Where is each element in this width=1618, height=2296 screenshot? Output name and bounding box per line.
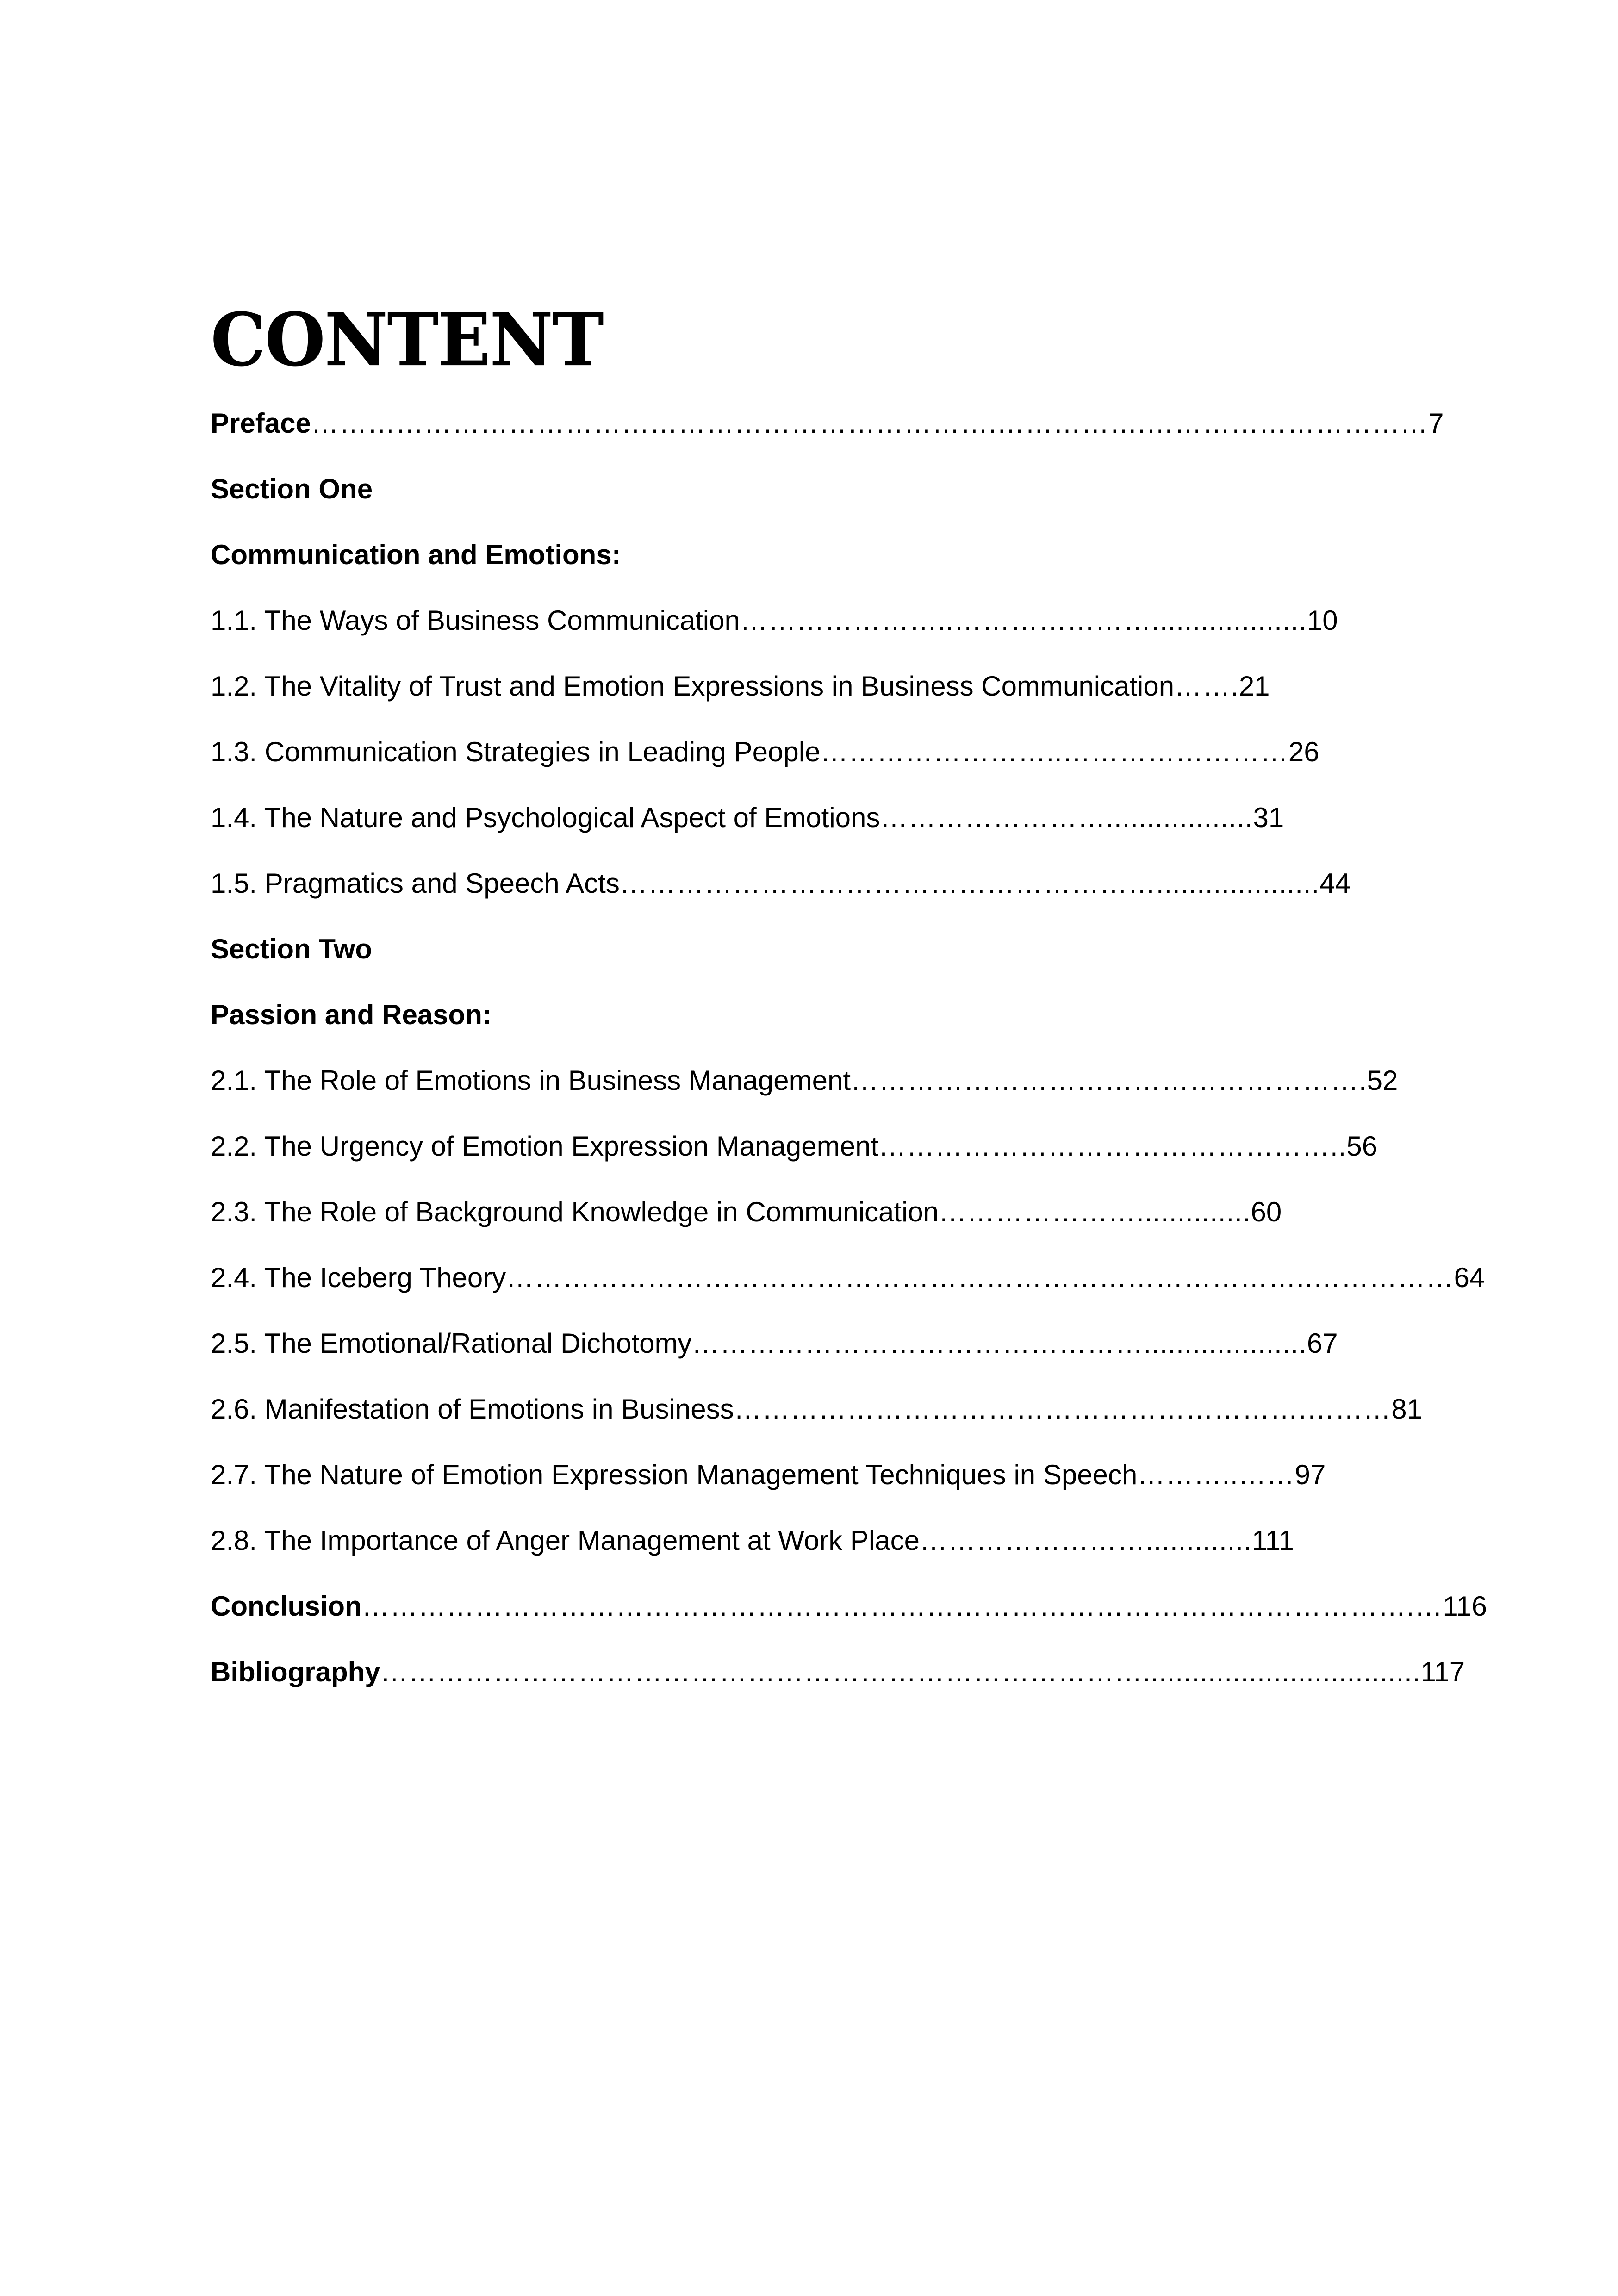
toc-entry-leader: ………………….............. (939, 1196, 1251, 1227)
toc-entry (211, 468, 1487, 534)
toc-entry-page-number: 60 (1251, 1196, 1282, 1227)
toc-entry-page-number: 21 (1238, 671, 1270, 702)
toc-entry-label: 1.4. The Nature and Psychological Aspect of Emotions (211, 802, 880, 833)
table-of-contents (211, 403, 1487, 1717)
toc-entry-page-number: 117 (1420, 1656, 1465, 1687)
toc-entry-label: 2.2. The Urgency of Emotion Expression Management (211, 1131, 878, 1162)
toc-entry-label: 1.1. The Ways of Business Communication (211, 605, 740, 636)
toc-entry-page-number: 44 (1319, 868, 1350, 899)
toc-entry-label: 2.8. The Importance of Anger Management at Work Place (211, 1525, 920, 1556)
toc-entry (211, 797, 1487, 863)
toc-entry-leader: ………..…… (1137, 1459, 1295, 1490)
toc-entry-leader: ………………………………………….. (878, 1131, 1347, 1162)
toc-entry (211, 534, 1487, 600)
toc-entry (211, 666, 1487, 731)
toc-entry (211, 600, 1487, 666)
toc-entry-label: Preface (211, 408, 311, 439)
toc-entry-leader: ……………………..…………………… (820, 736, 1288, 767)
toc-entry-leader: ………………………………………………. (851, 1065, 1367, 1096)
toc-entry-label: Bibliography (211, 1656, 380, 1687)
toc-entry-leader: ………………………………………………………………………………………………….… (361, 1591, 1443, 1622)
toc-entry-label: 2.4. The Iceberg Theory (211, 1262, 506, 1293)
toc-entry-page-number: 111 (1251, 1525, 1294, 1556)
toc-entry-page-number: 52 (1367, 1065, 1398, 1096)
toc-entry-label: Communication and Emotions: (211, 539, 621, 570)
toc-entry-leader: ……………………………………………………………………….................................. (380, 1656, 1421, 1687)
toc-entry-page-number: 7 (1428, 408, 1444, 439)
toc-entry-leader: …………………………………………………….……… (734, 1394, 1392, 1425)
toc-entry (211, 1126, 1487, 1191)
toc-entry-leader: ……. (1174, 671, 1239, 702)
toc-entry-leader: ………………………………………….................... (691, 1328, 1307, 1359)
toc-entry (211, 1191, 1487, 1257)
toc-entry (211, 994, 1487, 1060)
toc-entry (211, 731, 1487, 797)
toc-entry (211, 1520, 1487, 1586)
toc-entry-label: 1.3. Communication Strategies in Leading People (211, 736, 821, 767)
toc-entry-label: 2.6. Manifestation of Emotions in Business (211, 1394, 734, 1425)
toc-entry (211, 928, 1487, 994)
toc-entry-page-number: 26 (1288, 736, 1319, 767)
toc-entry (211, 1323, 1487, 1388)
toc-entry-page-number: 31 (1253, 802, 1284, 833)
toc-entry (211, 1586, 1487, 1651)
toc-entry-label: 1.5. Pragmatics and Speech Acts (211, 868, 620, 899)
toc-entry-page-number: 116 (1443, 1591, 1487, 1622)
toc-entry-page-number: 64 (1454, 1262, 1485, 1293)
toc-entry-leader: …………………….................. (880, 802, 1253, 833)
toc-entry (211, 1651, 1487, 1717)
toc-entry-label: 2.5. The Emotional/Rational Dichotomy (211, 1328, 692, 1359)
toc-entry-label: Section One (211, 473, 373, 504)
toc-entry (211, 863, 1487, 928)
toc-entry (211, 1060, 1487, 1126)
toc-entry-page-number: 67 (1307, 1328, 1338, 1359)
toc-entry (211, 1454, 1487, 1520)
toc-entry (211, 403, 1487, 468)
toc-entry-label: Conclusion (211, 1591, 362, 1622)
toc-entry-leader: …………………..…………………................... (740, 605, 1307, 636)
toc-entry-label: 2.3. The Role of Background Knowledge in Communication (211, 1196, 939, 1227)
toc-entry-label: 2.7. The Nature of Emotion Expression Management Techniques in Speech (211, 1459, 1138, 1490)
toc-entry-leader: …………………………………………………………………………..…………… (506, 1262, 1454, 1293)
toc-entry-label: 1.2. The Vitality of Trust and Emotion Expressions in Business Communication (211, 671, 1175, 702)
toc-entry-page-number: 81 (1391, 1394, 1423, 1425)
toc-entry-page-number: 56 (1346, 1131, 1378, 1162)
toc-entry-page-number: 10 (1307, 605, 1338, 636)
toc-entry-leader: ……………………............. (919, 1525, 1252, 1556)
toc-entry-label: 2.1. The Role of Emotions in Business Management (211, 1065, 851, 1096)
toc-entry (211, 1257, 1487, 1323)
toc-entry-leader: ………………………………………………….................... (619, 868, 1320, 899)
toc-entry (211, 1388, 1487, 1454)
page-title: CONTENT (211, 297, 603, 383)
toc-entry-leader: ……………………………………………………………….…………….………………………… (311, 408, 1429, 439)
toc-entry-label: Passion and Reason: (211, 999, 492, 1030)
toc-entry-label: Section Two (211, 933, 372, 964)
toc-entry-page-number: 97 (1294, 1459, 1326, 1490)
